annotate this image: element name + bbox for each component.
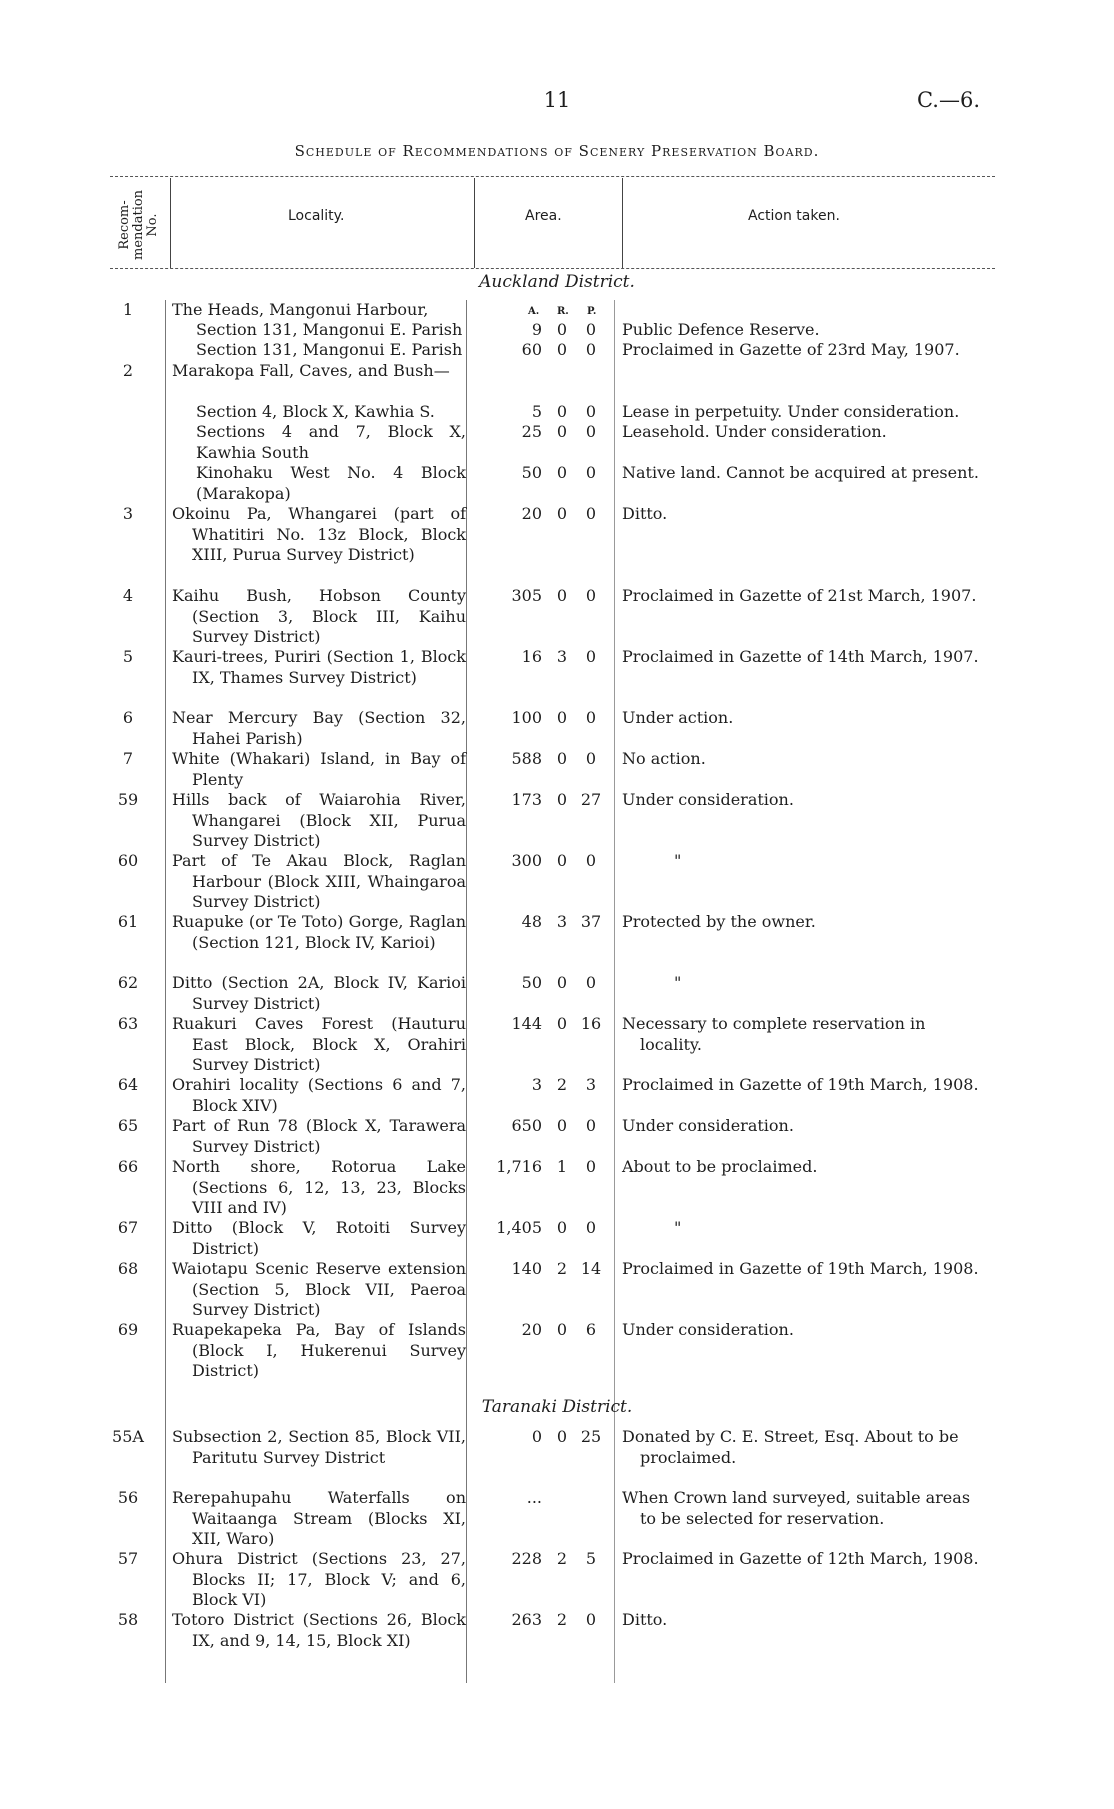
- locality-cell: [172, 422, 466, 463]
- area-roods: 2: [556, 1610, 568, 1629]
- area-perches: 16: [580, 1014, 602, 1033]
- action-cell: [622, 1157, 984, 1178]
- area-perches: 0: [585, 973, 597, 992]
- locality-text: Ohura District (Sections 23, 27, Blocks II; 17, Block V; and 6, Block VI): [172, 1549, 466, 1609]
- action-text: Protected by the owner.: [622, 912, 816, 931]
- column-header-no: Recom-mendation No.: [117, 189, 160, 260]
- action-cell: [622, 749, 984, 770]
- recommendation-number: 7: [122, 749, 134, 768]
- area-roods: 0: [556, 749, 568, 768]
- action-text: Ditto.: [622, 504, 668, 523]
- locality-text: Ruapekapeka Pa, Bay of Islands (Block I, Hukerenui Survey District): [172, 1320, 466, 1380]
- locality-text: Part of Run 78 (Block X, Tarawera Survey District): [172, 1116, 466, 1156]
- action-cell: [622, 422, 984, 443]
- locality-cell: [172, 320, 466, 341]
- locality-text: Section 131, Mangonui E. Parish: [196, 340, 463, 359]
- locality-text: Sections 4 and 7, Block X, Kawhia South: [196, 422, 466, 462]
- district-heading-taranaki: Taranaki District.: [481, 1397, 633, 1417]
- action-text: Ditto.: [622, 1610, 668, 1629]
- locality-text: Subsection 2, Section 85, Block VII, Paritutu Survey District: [172, 1427, 466, 1467]
- action-cell: [622, 504, 984, 525]
- area-roods: 0: [556, 1218, 568, 1237]
- area-perches: 0: [585, 647, 597, 666]
- area-acres: 300: [511, 851, 542, 870]
- area-roods: 0: [556, 340, 568, 359]
- area-acres: 20: [521, 504, 542, 523]
- action-text: Necessary to complete reservation in locality.: [622, 1014, 926, 1054]
- locality-cell: [172, 1014, 466, 1076]
- action-text: Lease in perpetuity. Under consideration.: [622, 402, 960, 421]
- area-acres: 0: [531, 1427, 542, 1446]
- locality-cell: [172, 402, 466, 423]
- area-acres: 3: [531, 1075, 542, 1094]
- area-perches: 0: [585, 463, 597, 482]
- locality-cell: [172, 1075, 466, 1116]
- action-text: Proclaimed in Gazette of 19th March, 1908.: [622, 1259, 979, 1278]
- locality-cell: [172, 708, 466, 749]
- recommendation-number: 68: [117, 1259, 139, 1278]
- area-perches: 0: [585, 504, 597, 523]
- action-cell: [622, 1320, 984, 1341]
- unit-acres: A.: [528, 306, 540, 317]
- area-acres: 100: [511, 708, 542, 727]
- recommendation-number: 59: [117, 790, 139, 809]
- area-acres: 144: [511, 1014, 542, 1033]
- recommendation-number: 61: [117, 912, 139, 931]
- locality-cell: [172, 973, 466, 1014]
- area-perches: 0: [585, 1157, 597, 1176]
- action-text: Proclaimed in Gazette of 23rd May, 1907.: [622, 340, 960, 359]
- recommendation-number: 67: [117, 1218, 139, 1237]
- locality-cell: [172, 300, 466, 321]
- action-text: No action.: [622, 749, 706, 768]
- action-cell: [622, 1610, 984, 1631]
- area-acres: 16: [521, 647, 542, 666]
- area-perches: 0: [585, 749, 597, 768]
- recommendation-number: 6: [122, 708, 134, 727]
- area-perches: 0: [585, 422, 597, 441]
- locality-text: The Heads, Mangonui Harbour,: [172, 300, 429, 319]
- recommendation-number: 69: [117, 1320, 139, 1339]
- locality-text: Rerepahupahu Waterfalls on Waitaanga Stream (Blocks XI, XII, Waro): [172, 1488, 466, 1548]
- area-perches: 0: [585, 1610, 597, 1629]
- locality-cell: [172, 1218, 466, 1259]
- action-text: Native land. Cannot be acquired at present.: [622, 463, 979, 482]
- action-cell: [622, 708, 984, 729]
- action-text: Under consideration.: [622, 1116, 794, 1135]
- header-divider: [474, 178, 475, 268]
- locality-text: Section 131, Mangonui E. Parish: [196, 320, 463, 339]
- locality-cell: [172, 851, 466, 913]
- action-text: ": [674, 851, 682, 870]
- locality-text: Okoinu Pa, Whangarei (part of Whatitiri No. 13z Block, Block XIII, Purua Survey District): [172, 504, 466, 564]
- locality-cell: [172, 1116, 466, 1157]
- recommendation-number: 3: [122, 504, 134, 523]
- action-cell: [622, 1259, 984, 1280]
- locality-text: Part of Te Akau Block, Raglan Harbour (Block XIII, Whaingaroa Survey District): [172, 851, 466, 911]
- locality-text: Section 4, Block X, Kawhia S.: [196, 402, 435, 421]
- recommendation-number: 62: [117, 973, 139, 992]
- action-text: ": [674, 973, 682, 992]
- action-cell: [622, 1116, 984, 1137]
- area-roods: 0: [556, 708, 568, 727]
- area-acres: ...: [526, 1488, 542, 1507]
- action-cell: [622, 1427, 984, 1468]
- recommendation-number: 57: [117, 1549, 139, 1568]
- district-heading-auckland: Auckland District.: [479, 272, 635, 292]
- locality-text: Kaihu Bush, Hobson County (Section 3, Block III, Kaihu Survey District): [172, 586, 466, 646]
- area-perches: 14: [580, 1259, 602, 1278]
- action-text: Public Defence Reserve.: [622, 320, 820, 339]
- action-text: Proclaimed in Gazette of 21st March, 1907.: [622, 586, 977, 605]
- locality-cell: [172, 340, 466, 361]
- area-acres: 588: [511, 749, 542, 768]
- area-perches: 0: [585, 1218, 597, 1237]
- area-perches: 0: [585, 851, 597, 870]
- area-acres: 1,716: [496, 1157, 542, 1176]
- area-perches: 37: [580, 912, 602, 931]
- area-perches: 25: [580, 1427, 602, 1446]
- area-perches: 0: [585, 320, 597, 339]
- locality-cell: [172, 1549, 466, 1611]
- recommendation-number: 66: [117, 1157, 139, 1176]
- area-roods: 0: [556, 973, 568, 992]
- area-roods: 0: [556, 463, 568, 482]
- recommendation-number: 55A: [112, 1427, 144, 1446]
- area-acres: 650: [511, 1116, 542, 1135]
- locality-cell: [172, 1488, 466, 1550]
- area-perches: 0: [585, 708, 597, 727]
- locality-cell: [172, 749, 466, 790]
- locality-cell: [172, 1610, 466, 1651]
- area-roods: 1: [556, 1157, 568, 1176]
- locality-text: Near Mercury Bay (Section 32, Hahei Parish): [172, 708, 466, 748]
- area-acres: 173: [511, 790, 542, 809]
- action-text: Under action.: [622, 708, 734, 727]
- area-roods: 0: [556, 1014, 568, 1033]
- area-acres: 305: [511, 586, 542, 605]
- area-acres: 140: [511, 1259, 542, 1278]
- action-cell: [622, 973, 984, 994]
- area-roods: 0: [556, 402, 568, 421]
- column-header-action: Action taken.: [748, 208, 840, 224]
- area-acres: 60: [521, 340, 542, 359]
- action-cell: [622, 320, 984, 341]
- action-text: Leasehold. Under consideration.: [622, 422, 887, 441]
- locality-text: Kauri-trees, Puriri (Section 1, Block IX, Thames Survey District): [172, 647, 466, 687]
- action-text: Proclaimed in Gazette of 12th March, 1908.: [622, 1549, 979, 1568]
- area-acres: 1,405: [496, 1218, 542, 1237]
- recommendation-number: 60: [117, 851, 139, 870]
- action-cell: [622, 1014, 984, 1055]
- locality-cell: [172, 1157, 466, 1219]
- schedule-title: Schedule of Recommendations of Scenery Preservation Board.: [294, 142, 820, 160]
- action-cell: [622, 463, 984, 484]
- action-text: Proclaimed in Gazette of 19th March, 1908.: [622, 1075, 979, 1094]
- locality-cell: [172, 463, 466, 504]
- area-acres: 9: [531, 320, 542, 339]
- recommendation-number: 2: [122, 361, 134, 380]
- recommendation-number: 58: [117, 1610, 139, 1629]
- header-top-rule: [110, 176, 995, 177]
- action-cell: [622, 340, 984, 361]
- area-roods: 0: [556, 586, 568, 605]
- area-roods: 2: [556, 1075, 568, 1094]
- action-cell: [622, 912, 984, 933]
- locality-text: Ruapuke (or Te Toto) Gorge, Raglan (Section 121, Block IV, Karioi): [172, 912, 466, 952]
- action-cell: [622, 1075, 984, 1096]
- recommendation-number: 4: [122, 586, 134, 605]
- locality-text: Hills back of Waiarohia River, Whangarei (Block XII, Purua Survey District): [172, 790, 466, 850]
- action-cell: [622, 1549, 984, 1570]
- area-roods: 0: [556, 1320, 568, 1339]
- column-divider: [614, 300, 615, 1683]
- unit-perches: P.: [587, 306, 597, 317]
- locality-cell: [172, 647, 466, 688]
- locality-cell: [172, 1320, 466, 1382]
- unit-roods: R.: [557, 306, 569, 317]
- area-perches: 27: [580, 790, 602, 809]
- action-text: ": [674, 1218, 682, 1237]
- area-acres: 263: [511, 1610, 542, 1629]
- area-perches: 0: [585, 586, 597, 605]
- column-divider: [466, 300, 467, 1683]
- action-text: When Crown land surveyed, suitable areas to be selected for reservation.: [622, 1488, 971, 1528]
- locality-cell: [172, 1259, 466, 1321]
- area-roods: 0: [556, 1427, 568, 1446]
- area-perches: 6: [585, 1320, 597, 1339]
- action-cell: [622, 586, 984, 607]
- action-text: Under consideration.: [622, 790, 794, 809]
- action-cell: [622, 402, 984, 423]
- area-perches: 3: [585, 1075, 597, 1094]
- recommendation-number: 1: [122, 300, 134, 319]
- locality-cell: [172, 586, 466, 648]
- area-roods: 0: [556, 422, 568, 441]
- area-acres: 50: [521, 973, 542, 992]
- area-perches: 0: [585, 340, 597, 359]
- locality-text: Kinohaku West No. 4 Block (Marakopa): [196, 463, 466, 503]
- recommendation-number: 63: [117, 1014, 139, 1033]
- column-divider: [165, 300, 166, 1683]
- area-roods: 0: [556, 320, 568, 339]
- area-acres: 50: [521, 463, 542, 482]
- area-roods: 3: [556, 912, 568, 931]
- area-acres: 5: [531, 402, 542, 421]
- area-roods: 2: [556, 1259, 568, 1278]
- area-roods: 0: [556, 1116, 568, 1135]
- action-text: Under consideration.: [622, 1320, 794, 1339]
- locality-text: Ruakuri Caves Forest (Hauturu East Block, Block X, Orahiri Survey District): [172, 1014, 466, 1074]
- locality-cell: [172, 912, 466, 953]
- action-text: Donated by C. E. Street, Esq. About to be proclaimed.: [622, 1427, 959, 1467]
- area-acres: 20: [521, 1320, 542, 1339]
- area-perches: 0: [585, 1116, 597, 1135]
- action-text: About to be proclaimed.: [622, 1157, 818, 1176]
- header-bottom-rule: [110, 268, 995, 269]
- area-perches: 0: [585, 402, 597, 421]
- locality-text: Totoro District (Sections 26, Block IX, and 9, 14, 15, Block XI): [172, 1610, 466, 1650]
- action-cell: [622, 1218, 984, 1239]
- locality-text: Ditto (Block V, Rotoiti Survey District): [172, 1218, 466, 1258]
- area-roods: 0: [556, 790, 568, 809]
- action-cell: [622, 1488, 984, 1529]
- recommendation-number: 64: [117, 1075, 139, 1094]
- action-cell: [622, 851, 984, 872]
- locality-text: Waiotapu Scenic Reserve extension (Section 5, Block VII, Paeroa Survey District): [172, 1259, 466, 1319]
- column-header-area: Area.: [525, 208, 562, 224]
- locality-cell: [172, 504, 466, 566]
- locality-text: White (Whakari) Island, in Bay of Plenty: [172, 749, 466, 789]
- locality-cell: [172, 361, 466, 382]
- area-roods: 2: [556, 1549, 568, 1568]
- area-acres: 228: [511, 1549, 542, 1568]
- area-acres: 48: [521, 912, 542, 931]
- locality-cell: [172, 790, 466, 852]
- locality-cell: [172, 1427, 466, 1468]
- header-divider: [622, 178, 623, 268]
- locality-text: North shore, Rotorua Lake (Sections 6, 12, 13, 23, Blocks VIII and IV): [172, 1157, 466, 1217]
- recommendation-number: 5: [122, 647, 134, 666]
- recommendation-number: 65: [117, 1116, 139, 1135]
- column-header-locality: Locality.: [288, 208, 345, 224]
- action-cell: [622, 647, 984, 668]
- area-roods: 0: [556, 851, 568, 870]
- area-roods: 3: [556, 647, 568, 666]
- area-perches: 5: [585, 1549, 597, 1568]
- locality-text: Orahiri locality (Sections 6 and 7, Block XIV): [172, 1075, 466, 1115]
- action-cell: [622, 790, 984, 811]
- document-reference: C.—6.: [916, 88, 980, 112]
- page-number: 11: [543, 88, 571, 112]
- action-text: Proclaimed in Gazette of 14th March, 1907.: [622, 647, 979, 666]
- area-roods: 0: [556, 504, 568, 523]
- recommendation-number: 56: [117, 1488, 139, 1507]
- locality-text: Marakopa Fall, Caves, and Bush—: [172, 361, 450, 380]
- locality-text: Ditto (Section 2A, Block IV, Karioi Survey District): [172, 973, 466, 1013]
- area-acres: 25: [521, 422, 542, 441]
